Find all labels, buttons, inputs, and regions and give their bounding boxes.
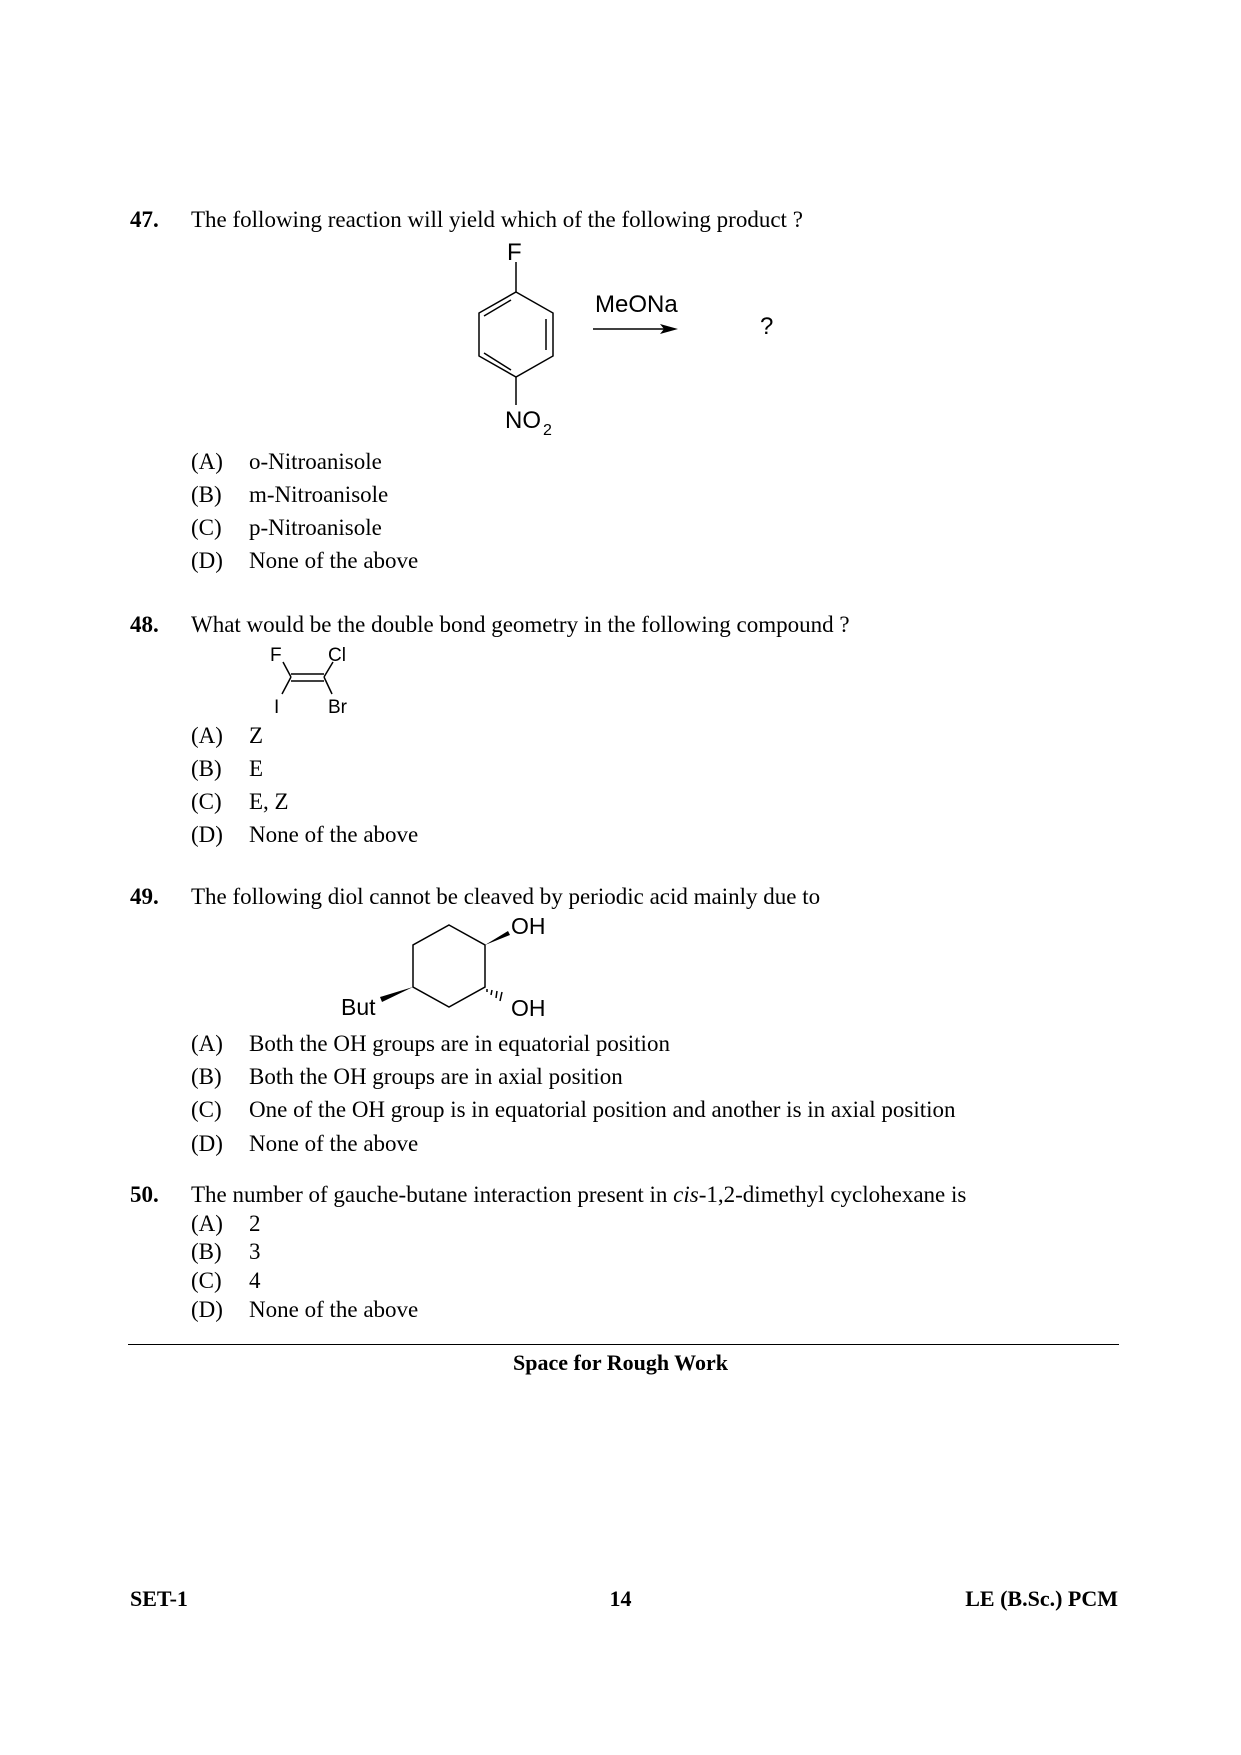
question-text-italic: cis	[673, 1182, 699, 1207]
question-text: What would be the double bond geometry in the following compound ?	[191, 612, 850, 637]
option-text: o-Nitroanisole	[249, 449, 382, 474]
fluoro-label: F	[507, 239, 522, 266]
option-text: One of the OH group is in equatorial position and another is in axial position	[249, 1097, 956, 1122]
option-text: None of the above	[249, 548, 419, 573]
option-label: (A)	[191, 449, 223, 474]
option-label: (D)	[191, 1297, 223, 1322]
hydroxyl-bottom-label: OH	[511, 995, 546, 1021]
option-label: (D)	[191, 548, 223, 573]
option-text: 4	[249, 1268, 261, 1293]
option-b[interactable]	[191, 1239, 261, 1265]
question-text	[191, 1182, 966, 1208]
option-text: 3	[249, 1239, 261, 1264]
option-d[interactable]	[191, 1297, 418, 1323]
iodo-label: I	[274, 697, 280, 718]
hydroxyl-top-label: OH	[511, 913, 546, 939]
horizontal-rule	[128, 1344, 1119, 1345]
question-text-end: -1,2-dimethyl cyclohexane is	[698, 1182, 967, 1207]
nitro-label: NO	[505, 407, 541, 434]
bromo-label: Br	[328, 697, 347, 718]
question-number: 48.	[130, 612, 159, 637]
option-b[interactable]	[191, 1064, 623, 1090]
wedge-bond-oh	[485, 931, 510, 945]
option-label: (A)	[191, 1211, 223, 1236]
option-text: Z	[249, 723, 264, 748]
question-number: 49.	[130, 884, 159, 909]
footer-course: LE (B.Sc.) PCM	[965, 1586, 1118, 1611]
footer-set: SET-1	[130, 1586, 188, 1611]
wedge-bond-but	[380, 987, 413, 1002]
option-label: (B)	[191, 1064, 222, 1089]
option-text: m-Nitroanisole	[249, 482, 389, 507]
chloro-label: Cl	[328, 645, 346, 666]
page-number: 14	[609, 1586, 632, 1611]
option-a[interactable]	[191, 1211, 261, 1237]
option-text: Both the OH groups are in equatorial position	[249, 1031, 670, 1056]
rough-work-heading: Space for Rough Work	[513, 1350, 728, 1375]
option-label: (C)	[191, 789, 222, 814]
option-label: (B)	[191, 756, 222, 781]
option-label: (D)	[191, 822, 223, 847]
question-number: 50.	[130, 1182, 159, 1207]
option-text: None of the above	[249, 1131, 419, 1156]
option-text: Both the OH groups are in axial position	[249, 1064, 623, 1089]
product-unknown: ?	[760, 313, 774, 340]
question-text: The following diol cannot be cleaved by periodic acid mainly due to	[191, 884, 821, 909]
option-text: p-Nitroanisole	[249, 515, 382, 540]
cyclohexane-ring	[413, 925, 485, 1007]
option-label: (C)	[191, 1097, 222, 1122]
question-text-start: The number of gauche-butane interaction present in	[191, 1182, 674, 1207]
option-text: E	[249, 756, 264, 781]
option-label: (B)	[191, 482, 222, 507]
hashed-bond-oh	[487, 989, 502, 1001]
option-text: 2	[249, 1211, 261, 1236]
option-label: (A)	[191, 723, 223, 748]
option-label: (B)	[191, 1239, 222, 1264]
option-label: (A)	[191, 1031, 223, 1056]
nitro-subscript: 2	[543, 422, 552, 439]
question-number: 47.	[130, 207, 159, 232]
option-d[interactable]	[191, 1131, 418, 1157]
butyl-label: But	[341, 994, 376, 1020]
option-label: (C)	[191, 515, 222, 540]
option-text: E, Z	[249, 789, 289, 814]
question-text: The following reaction will yield which of the following product ?	[191, 207, 803, 232]
fluoro-label: F	[270, 645, 282, 666]
option-text: None of the above	[249, 1297, 419, 1322]
option-a[interactable]	[191, 1031, 670, 1057]
option-text: None of the above	[249, 822, 419, 847]
option-label: (C)	[191, 1268, 222, 1293]
reagent-label: MeONa	[595, 291, 678, 318]
option-label: (D)	[191, 1131, 223, 1156]
option-c[interactable]	[191, 1268, 261, 1294]
option-c[interactable]	[191, 1097, 956, 1123]
